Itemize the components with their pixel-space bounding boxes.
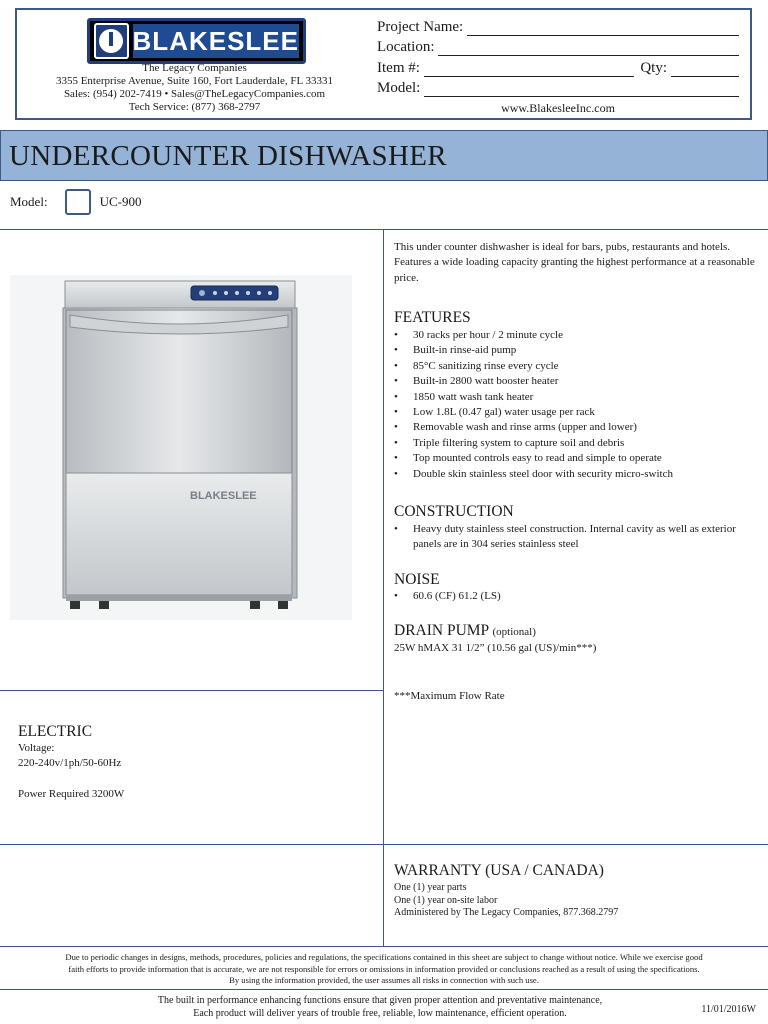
model-field[interactable]	[424, 83, 739, 97]
divider-line	[0, 844, 768, 845]
feature-item: • Double skin stainless steel door with security micro-switch	[394, 467, 759, 482]
disclaimer	[0, 952, 768, 987]
company-tech: Tech Service: (877) 368-2797	[128, 101, 261, 113]
logo-mark-icon	[94, 23, 129, 59]
project-fields	[377, 15, 739, 97]
header-box	[15, 8, 752, 120]
noise-title: NOISE	[394, 571, 440, 588]
model-field-row	[377, 77, 739, 98]
project-name-field[interactable]	[467, 22, 739, 36]
product-brand-text: BLAKESLEE	[190, 490, 257, 502]
footer-date: 11/01/2016W	[701, 1004, 756, 1015]
footer-message	[60, 995, 700, 1020]
drain-pump-section	[394, 622, 759, 705]
column-divider	[383, 229, 384, 946]
construction-item: • Heavy duty stainless steel construction. Internal cavity as well as exterior panels are in 304 series stainless steel	[394, 522, 759, 553]
company-address: 3355 Enterprise Avenue, Suite 160, Fort Lauderdale, FL 33331	[55, 75, 334, 87]
company-info	[17, 62, 372, 114]
construction-section	[394, 503, 759, 553]
project-name-label: Project Name:	[377, 18, 464, 35]
divider-line	[0, 946, 768, 947]
power-required: Power Required 3200W	[18, 787, 125, 800]
feature-item: • 85°C sanitizing rinse every cycle	[394, 359, 759, 374]
noise-item: • 60.6 (CF) 61.2 (LS)	[394, 589, 759, 604]
divider-line	[0, 989, 768, 990]
drain-pump-optional: (optional)	[492, 626, 536, 638]
product-image	[10, 275, 352, 620]
model-row	[10, 188, 141, 216]
feature-item: • 30 racks per hour / 2 minute cycle	[394, 328, 759, 343]
footer-line: The built in performance enhancing functions ensure that given proper attention and preventative maintenance,	[157, 995, 603, 1006]
warranty-line: Administered by The Legacy Companies, 877.368.2797	[394, 907, 619, 918]
logo-text: BLAKESLEE	[133, 24, 299, 58]
location-field[interactable]	[438, 42, 739, 56]
item-row	[377, 56, 739, 77]
divider-line	[0, 690, 384, 691]
drain-pump-note: ***Maximum Flow Rate	[394, 690, 505, 703]
item-field[interactable]	[424, 63, 634, 77]
disclaimer-line: Due to periodic changes in designs, methods, procedures, policies and regulations, the specifications contained in this sheet are subject to change without notice. While we exercise good	[65, 952, 703, 962]
company-name: The Legacy Companies	[142, 62, 247, 74]
model-checkbox[interactable]	[65, 189, 91, 215]
voltage-value: 220-240v/1ph/50-60Hz	[18, 757, 122, 770]
divider-line	[0, 229, 768, 230]
drain-pump-title: DRAIN PUMP	[394, 622, 489, 639]
qty-label: Qty:	[640, 59, 667, 76]
dishwasher-illustration	[10, 275, 352, 620]
features-title: FEATURES	[394, 309, 471, 326]
qty-field[interactable]	[671, 63, 739, 77]
feature-item: • Triple filtering system to capture soil and debris	[394, 436, 759, 451]
drain-pump-title-row	[394, 622, 759, 641]
item-label: Item #:	[377, 59, 420, 76]
blakeslee-logo	[87, 18, 306, 64]
feature-item: • 1850 watt wash tank heater	[394, 390, 759, 405]
feature-item: • Built-in 2800 watt booster heater	[394, 374, 759, 389]
feature-item: • Removable wash and rinse arms (upper and lower)	[394, 420, 759, 435]
intro-text: This under counter dishwasher is ideal for bars, pubs, restaurants and hotels. Features a wide loading capacity granting the highest performance at a reasonable price.	[394, 241, 755, 284]
electric-title: ELECTRIC	[18, 723, 93, 740]
company-sales: Sales: (954) 202-7419 • Sales@TheLegacyCompanies.com	[63, 88, 326, 100]
location-row	[377, 36, 739, 57]
voltage-label: Voltage:	[18, 742, 55, 754]
model-value: UC-900	[99, 194, 142, 209]
features-section	[394, 309, 759, 482]
drain-pump-spec: 25W hMAX 31 1/2” (10.56 gal (US)/min***)	[394, 642, 597, 654]
warranty-line: One (1) year parts	[394, 882, 467, 893]
disclaimer-line: By using the information provided, the user assumes all risks in connection with such use.	[229, 975, 539, 986]
electric-section	[18, 723, 124, 802]
page-title: UNDERCOUNTER DISHWASHER	[9, 140, 447, 172]
feature-item: • Low 1.8L (0.47 gal) water usage per rack	[394, 405, 759, 420]
model-label: Model:	[10, 194, 48, 209]
model-field-label: Model:	[377, 80, 421, 96]
feature-item: • Top mounted controls easy to read and simple to operate	[394, 451, 759, 466]
product-description	[394, 240, 759, 286]
noise-section	[394, 571, 759, 604]
project-name-row	[377, 15, 739, 36]
warranty-title: WARRANTY (USA / CANADA)	[394, 862, 604, 879]
disclaimer-line: faith efforts to provide information that is accurate, we are not responsible for errors or omissions in information provided or conclusions reached as a result of using the specifications.	[68, 963, 700, 974]
website-link[interactable]: www.BlakesleeInc.com	[501, 101, 615, 115]
construction-title: CONSTRUCTION	[394, 503, 514, 520]
feature-item: • Built-in rinse-aid pump	[394, 343, 759, 358]
footer-line: Each product will deliver years of trouble free, reliable, low maintenance, efficient operation.	[193, 1007, 567, 1019]
warranty-line: One (1) year on-site labor	[394, 894, 498, 906]
warranty-section	[394, 862, 618, 920]
title-bar	[0, 130, 768, 181]
location-label: Location:	[377, 39, 435, 55]
